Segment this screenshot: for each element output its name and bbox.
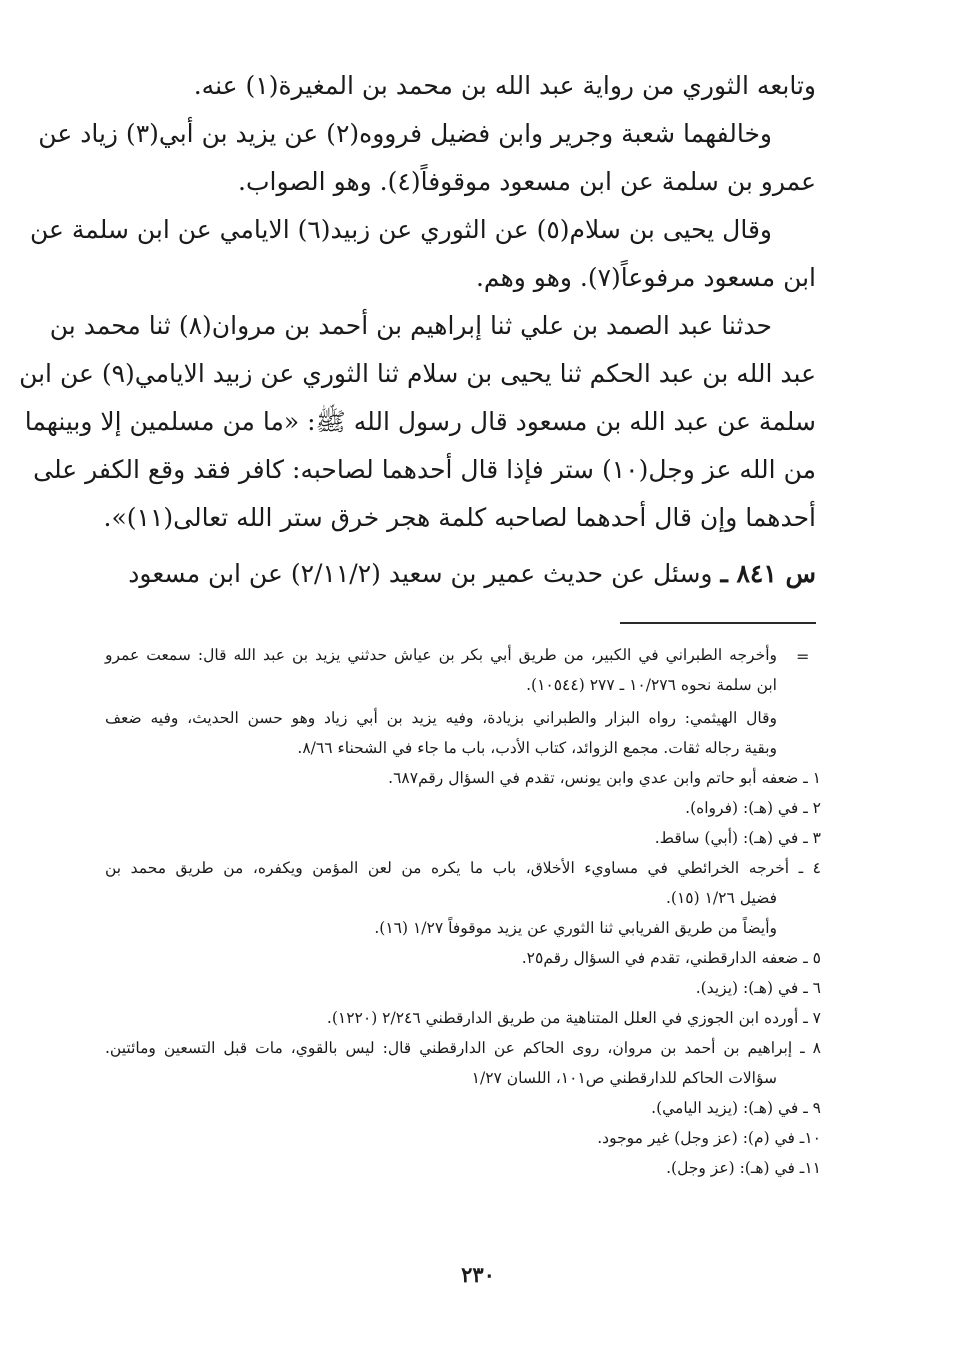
- text-line: وخالفهما شعبة وجرير وابن فضيل فرووه(٢) عن يزيد بن أبي(٣) زياد عن: [38, 119, 772, 148]
- question-number: س ٨٤١ ـ: [720, 559, 816, 588]
- footnote-line: وبقية رجاله ثقات. مجمع الزوائد، كتاب الأدب، باب ما جاء في الشحناء ٨/٦٦.: [297, 739, 777, 757]
- text-line: أحدهما وإن قال أحدهما لصاحبه كلمة هجر خرق ستر الله تعالى(١١)».: [103, 503, 816, 532]
- question-text: وسئل عن حديث عمير بن سعيد (٢/١١/٢) عن ابن مسعود: [128, 559, 713, 588]
- footnote-line: وقال الهيثمي: رواه البزار والطبراني بزيادة، وفيه يزيد بن أبي زياد وهو حسن الحديث، وفيه ضعف: [105, 709, 777, 727]
- footnote-6: ٦ ـ في (هـ): (يزيد).: [695, 979, 821, 997]
- footnote-line: وأخرجه الطبراني في الكبير، من طريق أبي بكر بن عياش حدثني يزيد بن عبد الله قال: سمعت عمرو: [105, 646, 777, 664]
- text-line: عمرو بن سلمة عن ابن مسعود موقوفاً(٤). وهو الصواب.: [238, 167, 816, 196]
- footnote-1: ١ ـ ضعفه أبو حاتم وابن عدي وابن يونس، تقدم في السؤال رقم٦٨٧.: [388, 769, 821, 787]
- text-line: وقال يحيى بن سلام(٥) عن الثوري عن زبيد(٦) الايامي عن ابن سلمة عن: [29, 215, 772, 244]
- footnotes: [105, 640, 821, 1183]
- footnote-line: سؤالات الحاكم للدارقطني ص١٠١، اللسان ١/٢٧: [471, 1069, 777, 1087]
- footnote-10: ١٠ـ في (م): (عز وجل) غير موجود.: [597, 1129, 821, 1147]
- footnote-7: ٧ ـ أورده ابن الجوزي في العلل المتناهية من طريق الدارقطني ٢/٢٤٦ (١٢٢٠).: [326, 1009, 821, 1027]
- page-number: ٢٣٠: [461, 1262, 495, 1287]
- footnote-5: ٥ ـ ضعفه الدارقطني، تقدم في السؤال رقم٢٥.: [521, 949, 821, 967]
- text-line: حدثنا عبد الصمد بن علي ثنا إبراهيم بن أحمد بن مروان(٨) ثنا محمد بن: [49, 311, 772, 340]
- question-line: [100, 550, 816, 598]
- footnote-3: ٣ ـ في (هـ): (أبي) ساقط.: [654, 829, 821, 847]
- footnote-4: ٤ ـ أخرجه الخرائطي في مساويء الأخلاق، باب ما يكره من لعن المؤمن ويكفره، من طريق محمد بن: [105, 859, 821, 877]
- footnote-11: ١١ـ في (هـ): (عز وجل).: [666, 1159, 821, 1177]
- text-line: من الله عز وجل(١٠) ستر فإذا قال أحدهما لصاحبه: كافر فقد وقع الكفر على: [33, 455, 816, 484]
- footnote-9: ٩ ـ في (هـ): (يزيد اليامي).: [651, 1099, 821, 1117]
- footnote-divider: [620, 622, 816, 624]
- footnote-8: ٨ ـ إبراهيم بن أحمد بن مروان، روى الحاكم عن الدارقطني قال: ليس بالقوي، مات قبل التسعين ومائتين.: [105, 1039, 821, 1057]
- text-line: وتابعه الثوري من رواية عبد الله بن محمد بن المغيرة(١) عنه.: [193, 71, 816, 100]
- footnote-line: ابن سلمة نحوه ١٠/٢٧٦ ـ ٢٧٧ (١٠٥٤٤).: [526, 676, 777, 694]
- continuation-mark: =: [796, 647, 810, 666]
- footnote-line: وأيضاً من طريق الفريابي ثنا الثوري عن يزيد موقوفاً ١/٢٧ (١٦).: [374, 919, 777, 937]
- footnote-line: فضيل ١/٢٦ (١٥).: [665, 889, 777, 907]
- main-text: [19, 62, 816, 598]
- footnote-2: ٢ ـ في (هـ): (فرواه).: [685, 799, 821, 817]
- text-line: عبد الله بن عبد الحكم ثنا يحيى بن سلام ثنا الثوري عن زبيد الايامي(٩) عن ابن: [19, 359, 816, 388]
- text-line: سلمة عن عبد الله بن مسعود قال رسول الله ﷺ: «ما من مسلمين إلا وبينهما: [24, 407, 816, 436]
- text-line: ابن مسعود مرفوعاً(٧). وهو وهم.: [475, 263, 816, 292]
